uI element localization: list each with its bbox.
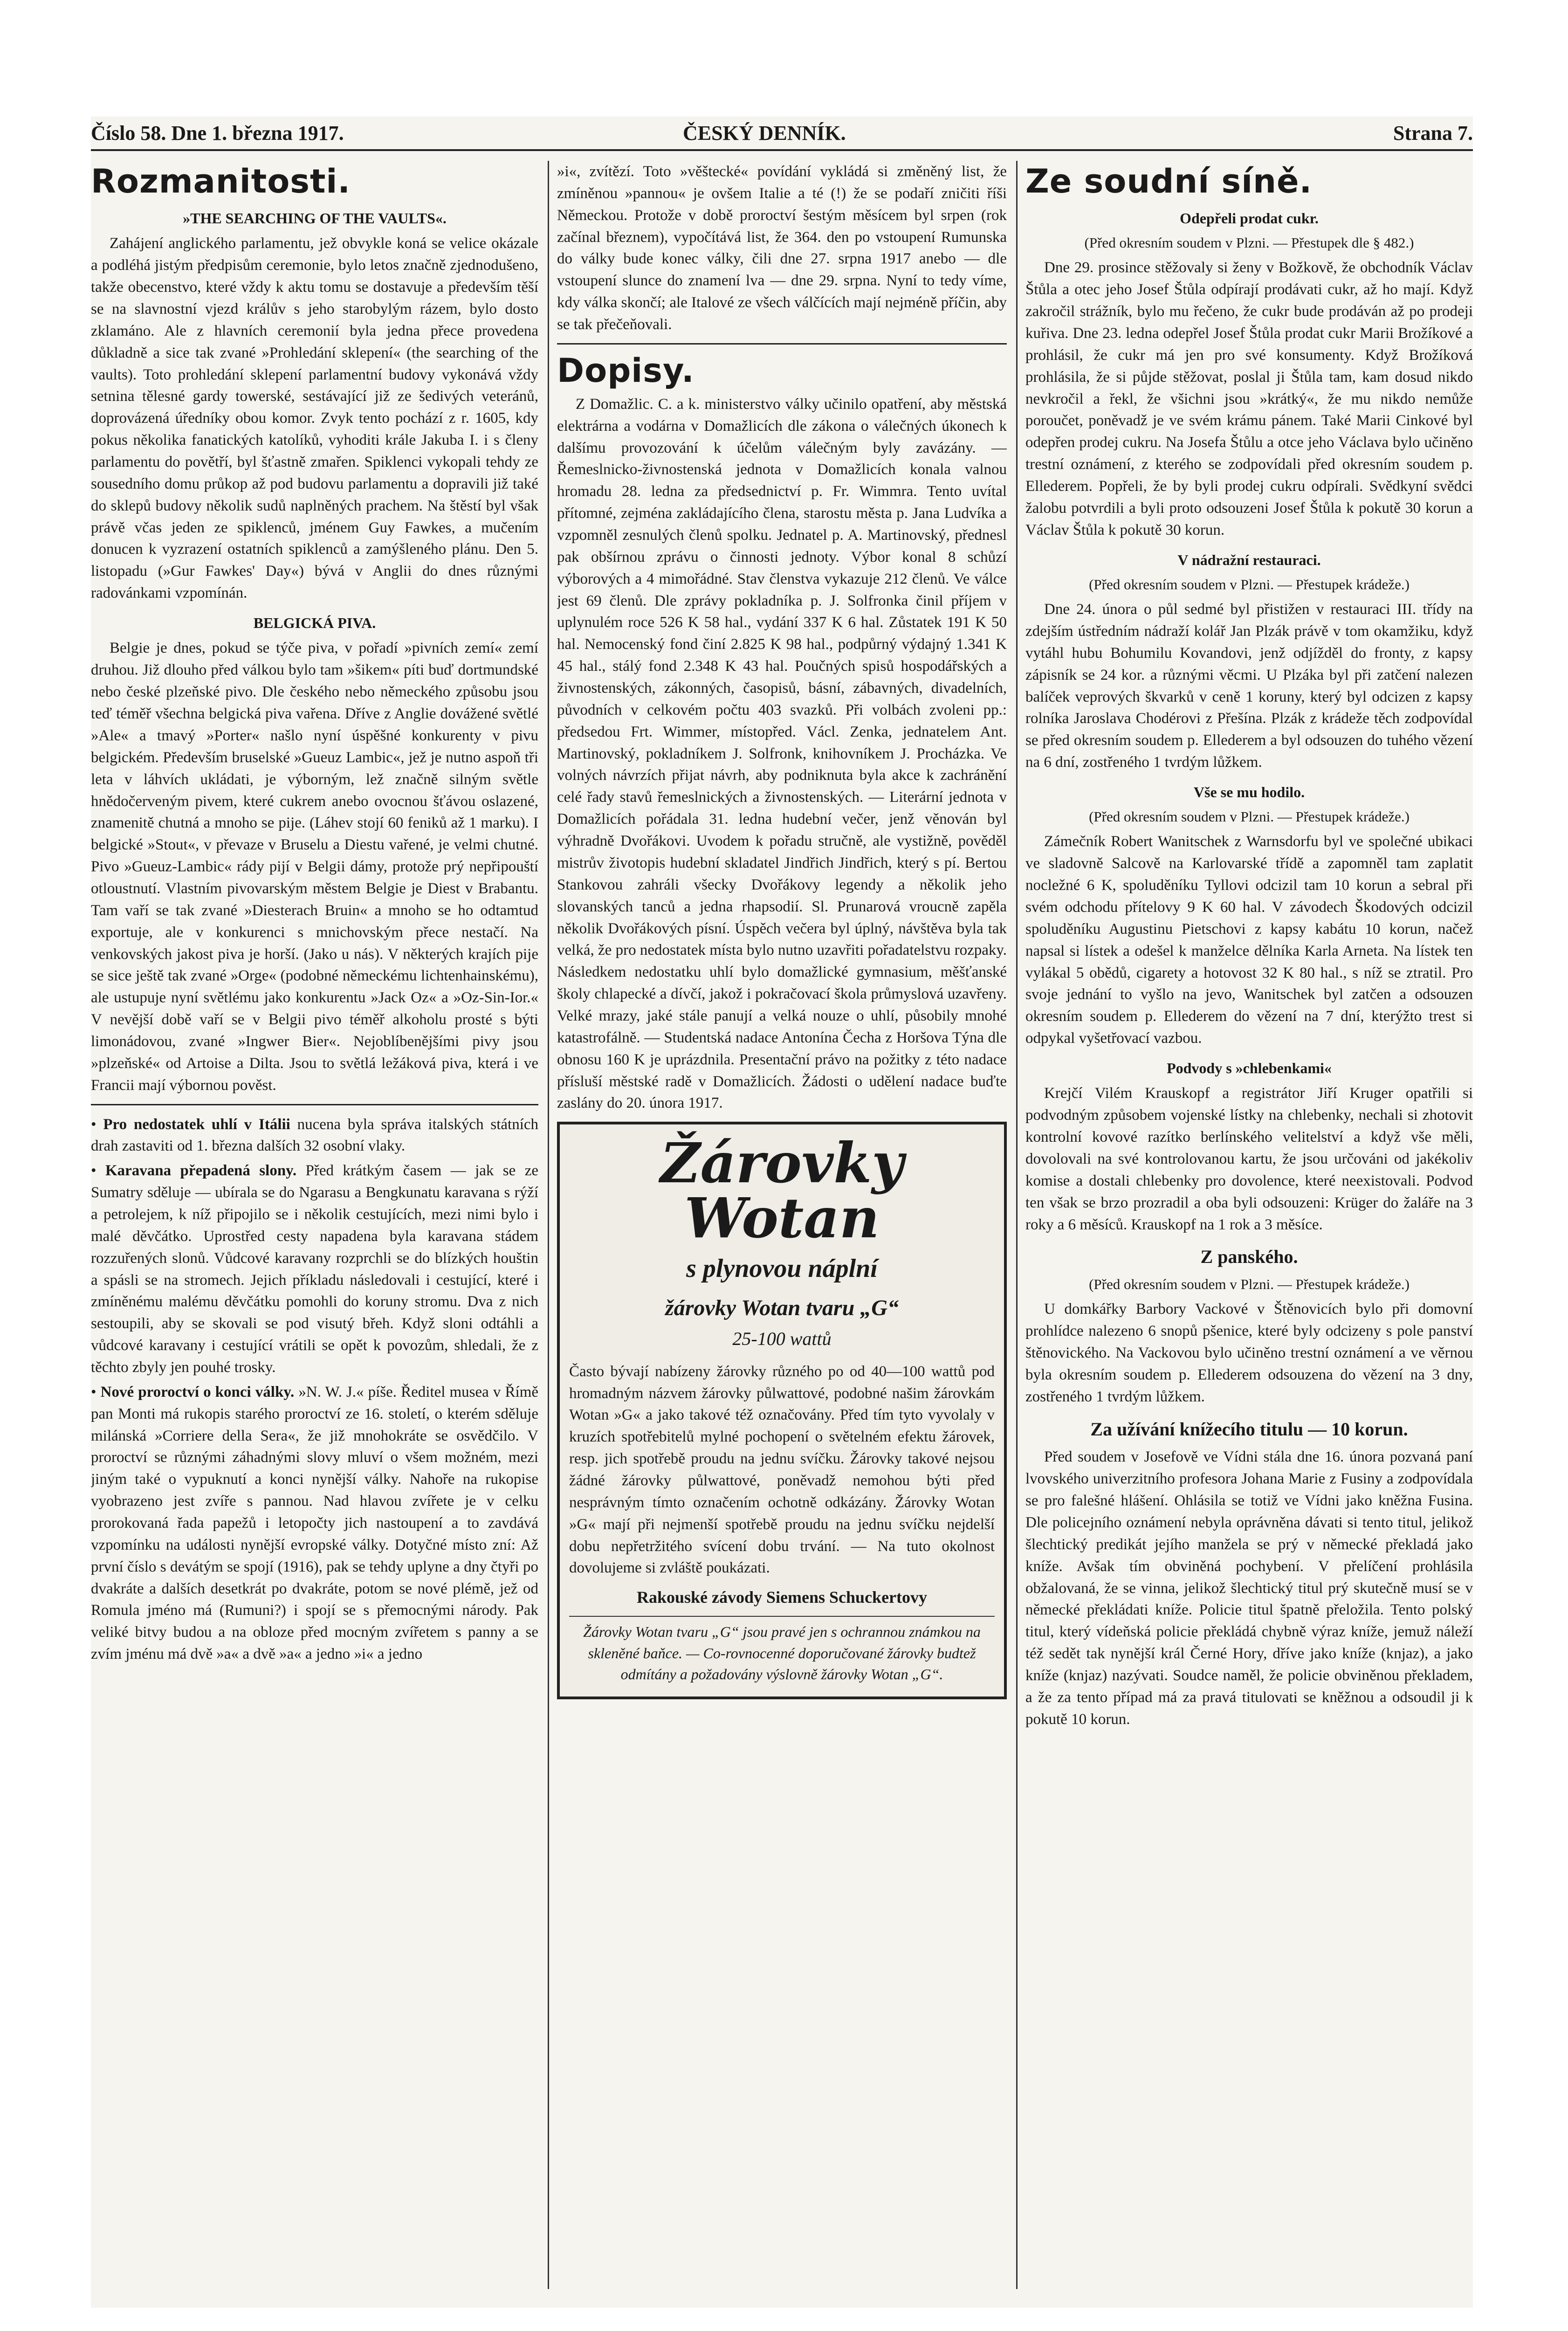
column-3 bbox=[1025, 161, 1473, 2289]
divider bbox=[557, 343, 1007, 345]
masthead bbox=[91, 117, 1473, 151]
divider bbox=[91, 1104, 538, 1105]
case-body: Zámečník Robert Wanitschek z Warnsdorfu byl ve společné ubikaci ve sladovně Salcově na Karlovarské třídě a zapomněl tam zaplatit nocležné 6 K, spoluděníku Tyllovi odcizil tam 10 korun a sebral při svém odchodu přítelovy 9 K 60 hal. V závodech Škodových odcizil spoluděníku Augustinu Pietschovi z kapsy kabátu 10 korun, načež napsal si lístek a odešel k manželce dělníka Karla Arneta. Na lístek ten vylákal 5 obědů, cigarety a hotovost 32 K 80 hal., s níž se ztratil. Pro svoje jednání to vyšlo na jevo, Wanitschek byl zatčen a odsouzen okresním soudem p. Ellederem do vězení na 7 dní, kterýžto trest si odpykal vyšetřovací vazbou. bbox=[1025, 833, 1473, 1047]
news-item-text: nucena byla správa italských státních drah zastaviti od 1. března dalších 32 osobní vlaky. bbox=[91, 1116, 538, 1155]
article-body: Belgie je dnes, pokud se týče piva, v pořadí »pivních zemí« zemí druhou. Již dlouho před válkou bylo tam »šikem« píti buď dortmundské nebo české plzeňské pivo. Dle českého nebo německého způsobu jsou teď téměř všechna belgická piva vařena. Dříve z Anglie dovážené světlé »Ale« a tmavý »Porter« našlo nyní úspěšné konkurenty v pivu belgickém. Především bruselské »Gueuz Lambic«, jež je nutno aspoň tři leta v láhvích ukládati, je výborným, lež značně silným světle hnědočerveným pivem, které cukrem anebo ovocnou šťávou oslazené, znamenitě chutná a mnoho se pije. (Láhev stojí 60 feniků až 1 marku). I belgické »Stout«, v převaze v Bruselu a Diestu vařené, je velmi chutné. Pivo »Gueuz-Lambic« rády pijí v Belgii dámy, protože prý nepřipouští otloustnutí. Vlastním pivovarským městem Belgie je Diest v Brabantu. Tam vaří se tak zvané »Diesterach Bruin« a mnoho se ho odtamtud exportuje, ale v konkurenci s mnichovským přece nestačí. Na venkovských jakost piva je horší. (Jako u nás). V některých krajích pije se sice ještě tak zvané »Orge« (podobné německému lichtenhainskému), ale ustupuje nyní světlému jako konkurentu »Jack Oz« a »Oz-Sin-Ior.« V nevější době vaří se v Belgii pivo téměř alkoholu prosté s býti limonádovou, zvané »Ingwer Bier«. Nejoblíbenějšími pivy jsou »plzeňské« od Artoise a Dilta. Jsou to světlá ležáková piva, která i ve Francii mají výbornou pověst. bbox=[91, 640, 538, 1094]
newspaper-title: ČESKÝ DENNÍK. bbox=[683, 122, 846, 145]
advertisement-wotan bbox=[557, 1122, 1007, 1699]
news-item-text: Před krátkým časem — jak se ze Sumatry sděluje — ubírala se do Ngarasu a Bengkunatu karavana s rýží a petrolejem, k níž připojilo se i několik cestujících, mezi nimi bylo i malé děvčátko. Uprostřed cesty napadena byla karavana stádem rozzuřených slonů. Vůdcové karavany rozprchli se do blízkých houštin a spásli se na stromech. Jejich příkladu následovali i cestující, které i zmíněnému malému děvčátku pomohli do koruny stromu. Dva z nich sestoupili, aby se skovali se pod visutý břeh. Když sloni odtáhli a vůdcové karavany i cestující vrátili se opět k povozům, shledali, že z těchto zbyly jen pouhé trosky. bbox=[91, 1162, 538, 1376]
news-item: • Nové proroctví o konci války. »N. W. J.« píše. Ředitel musea v Římě pan Monti má rukopis starého proroctví ze 16. století, o kterém sděluje milánská »Corriere della Sera«, že již mnohokráte se osvědčilo. V proroctví se různými záhadnými slovy mluví o všem možném, mezi jiným také o vypuknutí a konci nynější války. Nahoře na rukopise vyobrazeno jest zvíře s pannou. Nad hlavou zvířete je v celku prorokovaná řada papežů i letopočty jich nastoupení a to zavdává vzpomínku na události nynější evropské války. Dotyčné místo zní: Až první číslo s devátým se spojí (1916), pak se tehdy uplyne a dny čtyři po dvakráte a dalších desetkrát po dvakráte, potom se nové plémě, jež od Romula jméno má (Rumuni?) i spojí se s přemocnými národy. Pak veliké bitvy budou a na obloze před mocným zvířetem s panny a se zvím jménu má dvě »a« a dvě »a« a jedno »i« a jedno bbox=[91, 1383, 538, 1663]
article-heading: BELGICKÁ PIVA. bbox=[253, 614, 376, 632]
court-line: (Před okresním soudem v Plzni. — Přestupek dle § 482.) bbox=[1084, 234, 1414, 251]
case-heading: Podvody s »chlebenkami« bbox=[1167, 1060, 1332, 1076]
case-body: Krejčí Vilém Krauskopf a registrátor Jiří Kruger opatřili si podvodným způsobem vojenské lístky na chlebenky, nechali si zhotovit kontrolní kovové razítko berlínského velitelství a když vše měli, dovolovali na své kontrolovanou kartu, že jsou určováni od jakékoliv komise a dostali chlebenky pro dovolence, které neexistovali. Podvod ten však se brzo prozradil a oba byli odsouzeni: Krüger do žaláře na 3 roky a 6 měsíců. Krauskopf na 1 rok a 3 měsíce. bbox=[1025, 1085, 1473, 1233]
news-item-title: Pro nedostatek uhlí v Itálii bbox=[103, 1116, 290, 1133]
case-heading: Za užívání knížecího titulu — 10 korun. bbox=[1090, 1418, 1408, 1440]
page-number: Strana 7. bbox=[1393, 122, 1473, 145]
news-item-text: »N. W. J.« píše. Ředitel musea v Římě pan Monti má rukopis starého proroctví ze 16. století, o kterém sděluje milánská »Corriere della Sera«, že již mnohokráte se osvědčilo. V proroctví se různými záhadnými slovy mluví o všem možném, mezi jiným také o vypuknutí a konci nynější války. Nahoře na rukopise vyobrazeno jest zvíře s pannou. Nad hlavou zvířete je v celku prorokovaná řada papežů i letopočty jich nastoupení a to zavdává vzpomínku na události nynější evropské války. Dotyčné místo zní: Až první číslo s devátým se spojí (1916), pak se tehdy uplyne a dny čtyři po dvakráte a dalších desetkrát po dvakráte, potom se nové plémě, jež od Romula jméno má (Rumuni?) i spojí se s přemocnými národy. Pak veliké bitvy budou a na obloze před mocným zvířetem s panny a se zvím jménu má dvě »a« a dvě »a« a jedno »i« a jedno bbox=[91, 1383, 538, 1663]
column-2 bbox=[557, 161, 1007, 2289]
ad-brand: Wotan bbox=[684, 1186, 880, 1251]
ad-watts: 25-100 wattů bbox=[732, 1328, 832, 1349]
ad-footer: Žárovky Wotan tvaru „G“ jsou pravé jen s ochrannou známkou na skleněné baňce. — Co-rovnocenné doporučované žárovky budtež odmítány a požadovány výslovně žárovky Wotan „G“. bbox=[569, 1616, 995, 1685]
column-divider bbox=[1016, 161, 1018, 2289]
article-heading: »THE SEARCHING OF THE VAULTS«. bbox=[183, 210, 447, 227]
column-divider bbox=[548, 161, 549, 2289]
section-title-miscellany: Rozmanitosti. bbox=[91, 162, 351, 200]
news-item: • Karavana přepadená slony. Před krátkým časem — jak se ze Sumatry sděluje — ubírala se do Ngarasu a Bengkunatu karavana s rýží a petrolejem, k níž připojilo se i několik cestujících, mezi nimi bylo i malé děvčátko. Uprostřed cesty napadena byla karavana stádem rozzuřených slonů. Vůdcové karavany rozprchli se do blízkých houštin a spásli se na stromech. Jejich příkladu následovali i cestující, které i zmíněnému malému děvčátku pomohli do koruny stromu. Dva z nich sestoupili, aby se skovali se pod visutý břeh. Když sloni odtáhli a vůdcové karavany i cestující vrátili se opět k povozům, shledali, že z těchto zbyly jen pouhé trosky. bbox=[91, 1162, 538, 1376]
section-title-court: Ze soudní síně. bbox=[1025, 162, 1313, 200]
article-continuation: »i«, zvítězí. Toto »věštecké« povídání vykládá si změněný list, že zmíněnou »pannou« je ovšem Italie a té (!) že se podaří zničiti říši Německou. Protože v době proroctví šestým měsícem byl srpen (rok začínal březnem), vypočítává list, že 364. den po vstoupení Rumunska do války bude konec války, čili dne 27. srpna 1917 anebo — dle vstoupení slunce do znamení lva — dne 29. srpna. Nyní to tedy víme, kdy válka skončí; ale Italové ze všech válčících mají nejméně příčin, aby se tak přečeňovali. bbox=[557, 163, 1007, 333]
column-1 bbox=[91, 161, 538, 2289]
court-line: (Před okresním soudem v Plzni. — Přestupek krádeže.) bbox=[1089, 1276, 1410, 1293]
section-title-letters: Dopisy. bbox=[557, 351, 695, 390]
case-body: Dne 29. prosince stěžovaly si ženy v Božkově, že obchodník Václav Štůla a otec jeho Josef Štůla odpírají prodávati cukr, až ho mají. Když zakročil strážník, bylo mu řečeno, že cukr bude prodáván až po prodeji kuřiva. Dne 23. ledna odepřel Josef Štůla prodat cukr Marii Brožíkové a prohlásil, že cukr má jen pro své konsumenty. Když Brožíková prohlásila, že si půjde stěžovat, poslal ji Štůla tam, kam dosud nikdo nevkročil a řekl, že všichni jsou »krátký«, že mu nikdo nemůže poroučet, poněvadž je ve svém krámu pánem. Také Marii Cinkové byl odepřen prodej cukru. Na Josefa Štůlu a otce jeho Václava bylo učiněno trestní oznámení, z kterého se zodpovídali před okresním soudem p. Ellederem. Popřeli, že by byli prodej cukru odpírali. Svědkyní svědci žalobu potvrdili a byli proto odsouzeni Josef Štůla k pokutě 30 korun a Václav Štůla k pokutě 30 korun. bbox=[1025, 259, 1473, 538]
ad-tagline: žárovky Wotan tvaru „G“ bbox=[665, 1295, 899, 1320]
court-line: (Před okresním soudem v Plzni. — Přestupek krádeže.) bbox=[1089, 576, 1410, 593]
case-body: Dne 24. února o půl sedmé byl přistižen v restauraci III. třídy na zdejším ústředním nádraží kolář Jan Plzák právě v tom okamžiku, když vytáhl hubu Bohumilu Kovandovi, jenž odjížděl do fronty, z kapsy zápisník se 24 kor. a různými věcmi. U Plzáka byl při zatčení nalezen balíček veprových škvarků v ceně 1 koruny, který byl odcizen z kapsy rolníka Jaroslava Chodérovi z Přešína. Plzák z krádeže těch zodpovídal se před okresním soudem p. Ellederem a byl odsouzen do tuhého vězení na 6 dní, zostřeného 1 tvrdým lůžkem. bbox=[1025, 601, 1473, 771]
newspaper-page bbox=[91, 117, 1473, 2308]
ad-tagline: s plynovou náplní bbox=[686, 1254, 878, 1283]
article-body: Zahájení anglického parlamentu, jež obvykle koná se velice okázale a podléhá jistým předpisům ceremonie, bylo letos značně zjednodušeno, takže obecenstvo, které vždy k aktu tomu se dostavuje a především těší se na slavnostní vjezd králův s jeho starobylým rázem, bylo dosto zklamáno. Ale z hlavních ceremonií byla jedna přece provedena důkladně a sice tak zvané »Prohledání sklepení« (the searching of the vaults). Toto prohledání sklepení parlamentní budovy vykonává vždy setnina tělesné gardy towerské, sestávající již ze šedivých veteránů, doprovázená úředníky obou komor. Zvyk tento pochází z r. 1605, kdy pokus několika fanatických katolíků, vyhoditi krále Jakuba I. i s členy parlamentu do povětří, byl šťastně zmařen. Spiklenci vykopali tehdy ze sousedního domu průkop až pod budovu parlamentu a dopravili již také do sklepů budovy několik sudů naplněných prachem. Na štěstí byl však právě včas jeden ze spiklenců, jménem Guy Fawkes, a mučením donucen k vyzrazení ostatních spiklenců a zamýšleného plánu. Den 5. listopadu (»Gur Fawkes' Day«) bývá v Anglii do dnes různými radovánkami vzpomínán. bbox=[91, 235, 538, 602]
case-body: U domkářky Barbory Vackové v Štěnovicích bylo při domovní prohlídce nalezeno 6 snopů pšenice, které byly odcizeny s pole panství štěnovického. Na Vackovou bylo učiněno trestní oznámení a ve věrnou byla okresním soudem p. Ellederem odsouzena do vězení na 3 dny, zostřeného 1 tvrdým lůžkem. bbox=[1025, 1301, 1473, 1405]
case-heading: Z panského. bbox=[1200, 1246, 1298, 1268]
ad-body: Často bývají nabízeny žárovky různého po od 40—100 wattů pod hromadným názvem žárovky půlwattové, podobné našim žárovkám Wotan »G« a jako takové též označovány. Před tím tyto vyvolaly v kruzích spotřebitelů mylné pochopení o světelném efektu žárovek, resp. jich spotřebě proudu na jednu svíčku. Žárovky takové nejsou žádné žárovky půlwattové, poněvadž nemohou býti před nesprávným tímto označením ochotně odkázány. Žárovky Wotan »G« mají při nejmenší spotřebě proudu na jednu svíčku nejdelší dobu nepřetržitého svícení dobu trvání. — Na tuto okolnost dovolujeme si zvláště poukázati. bbox=[569, 1363, 995, 1577]
case-body: Před soudem v Josefově ve Vídni stála dne 16. února pozvaná paní lvovského univerzitního profesora Johana Marie z Fusiny a zodpovídala se pro falešné hlášení. Ohlásila se totiž ve Vídni jako kněžna Fusina. Dle policejního oznámení nebyla oprávněna dávati si tento titul, jelikož šlechtický predikát jejího manžela se prý v německé překladá jako kníže. Avšak tím obviněná pochybení. V přelíčení prohlásila obžalovaná, že se vinna, jelikož šlechtický titul prý skutečně musí se v německé překládati kníže. Policie titul špatně přeložila. Tento polský titul, který vídeňská policie překládá chybně výraz kníže, jemuž náleží též sedět tak nynější král Černé Hory, dříve jako kníže (knjaz), a jako kníže (knjaz) nazývati. Soudce naměl, že policie obviněnou překladem, a že za tento případ má za pravá titulovati se kněžnou a odsoudil ji k pokutě 10 korun. bbox=[1025, 1448, 1473, 1728]
ad-title: Žárovky bbox=[660, 1131, 904, 1196]
article-body: Z Domažlic. C. a k. ministerstvo války učinilo opatření, aby městská elektrárna a vodárna v Domažlicích dle zákona o válečných úkonech k dalšímu provozování k účelům válečným byly zavázány. — Řemeslnicko-živnostenská jednota v Domažlicích konala valnou hromadu 28. ledna za předsednictví p. Fr. Wimmra. Tento uvítal přítomné, zejména zakládajícího člena, starostu města p. Jana Ludvíka a vzpomněl zesnulých členů spolku. Jednatel p. A. Martinovský, přednesl pak obšírnou zprávu o činnosti jednoty. Výbor konal 8 schůzí výborových a 4 mimořádné. Stav členstva vykazuje 212 členů. Ve válce jest 69 členů. Dle zprávy pokladníka p. J. Solfronka činil příjem v uplynulém roce 526 K 58 hal., vydání 337 K 6 hal. Zůstatek 191 K 50 hal. Nemocenský fond činí 2.825 K 98 hal., podpůrný výdajný 1.341 K 45 hal., stálý fond 2.348 K 43 hal. Poučných spisů hospodářských a živnostenských, zákonných, časopisů, básní, zábavných, divadelních, původních v celkovém počtu 403 svazků. Při volbách zvoleni pp.: předsedou Frt. Wimmer, místopřed. Václ. Zenka, jednatelem Ant. Martinovský, pokladníkem J. Solfronk, knihovníkem J. Procházka. Ve volných návrzích přijat návrh, aby podniknuta byla akce k zachránění celé řady stavů řemeslnických a živnostenských. — Literární jednota v Domažlicích pořádala 31. ledna hudební večer, jenž věnován byl výhradně Dvořákovi. Uvodem k pořadu stručně, ale vystižně, pověděl mistrův životopis hudební skladatel Jindřich Jindřich, který s pí. Bertou Stankovou zahráli všecky Dvořákovy legendy a několik jeho slovanských tanců a jedna rhapsodií. Sl. Prunarová vroucně zapěla několik Dvořákových písní. Úspěch večera byl úplný, návštěva byla tak velká, že pro nedostatek místa bylo nutno uzavřiti pořadatelstvu rozpaky. Následkem nedostatku uhlí bylo domažlické gymnasium, měšťanské školy chlapecké a dívčí, jakož i pokračovací škola průmyslová uzavřeny. Velké mrazy, jaké stále panují a velká nouze o uhlí, působily mnohé katastrofálně. — Studentská nadace Antonína Čecha z Horšova Týna dle obnosu 160 K je uprázdnila. Presentační právo na požitky z této nadace přísluší městské radě v Domažlicích. Žádosti o udělení nadace buďte zaslány do 20. února 1917. bbox=[557, 395, 1007, 1112]
court-line: (Před okresním soudem v Plzni. — Přestupek krádeže.) bbox=[1089, 808, 1410, 825]
case-heading: Odepřeli prodat cukr. bbox=[1180, 210, 1319, 227]
case-heading: V nádražní restauraci. bbox=[1177, 551, 1321, 568]
ad-signature: Rakouské závody Siemens Schuckertovy bbox=[636, 1588, 928, 1607]
news-item: • Pro nedostatek uhlí v Itálii nucena byla správa italských státních drah zastaviti od 1. března dalších 32 osobní vlaky. bbox=[91, 1116, 538, 1155]
news-item-title: Karavana přepadená slony. bbox=[105, 1162, 297, 1179]
issue-number-date: Číslo 58. Dne 1. března 1917. bbox=[91, 122, 344, 145]
news-item-title: Nové proroctví o konci války. bbox=[100, 1383, 295, 1400]
case-heading: Vše se mu hodilo. bbox=[1193, 783, 1305, 800]
